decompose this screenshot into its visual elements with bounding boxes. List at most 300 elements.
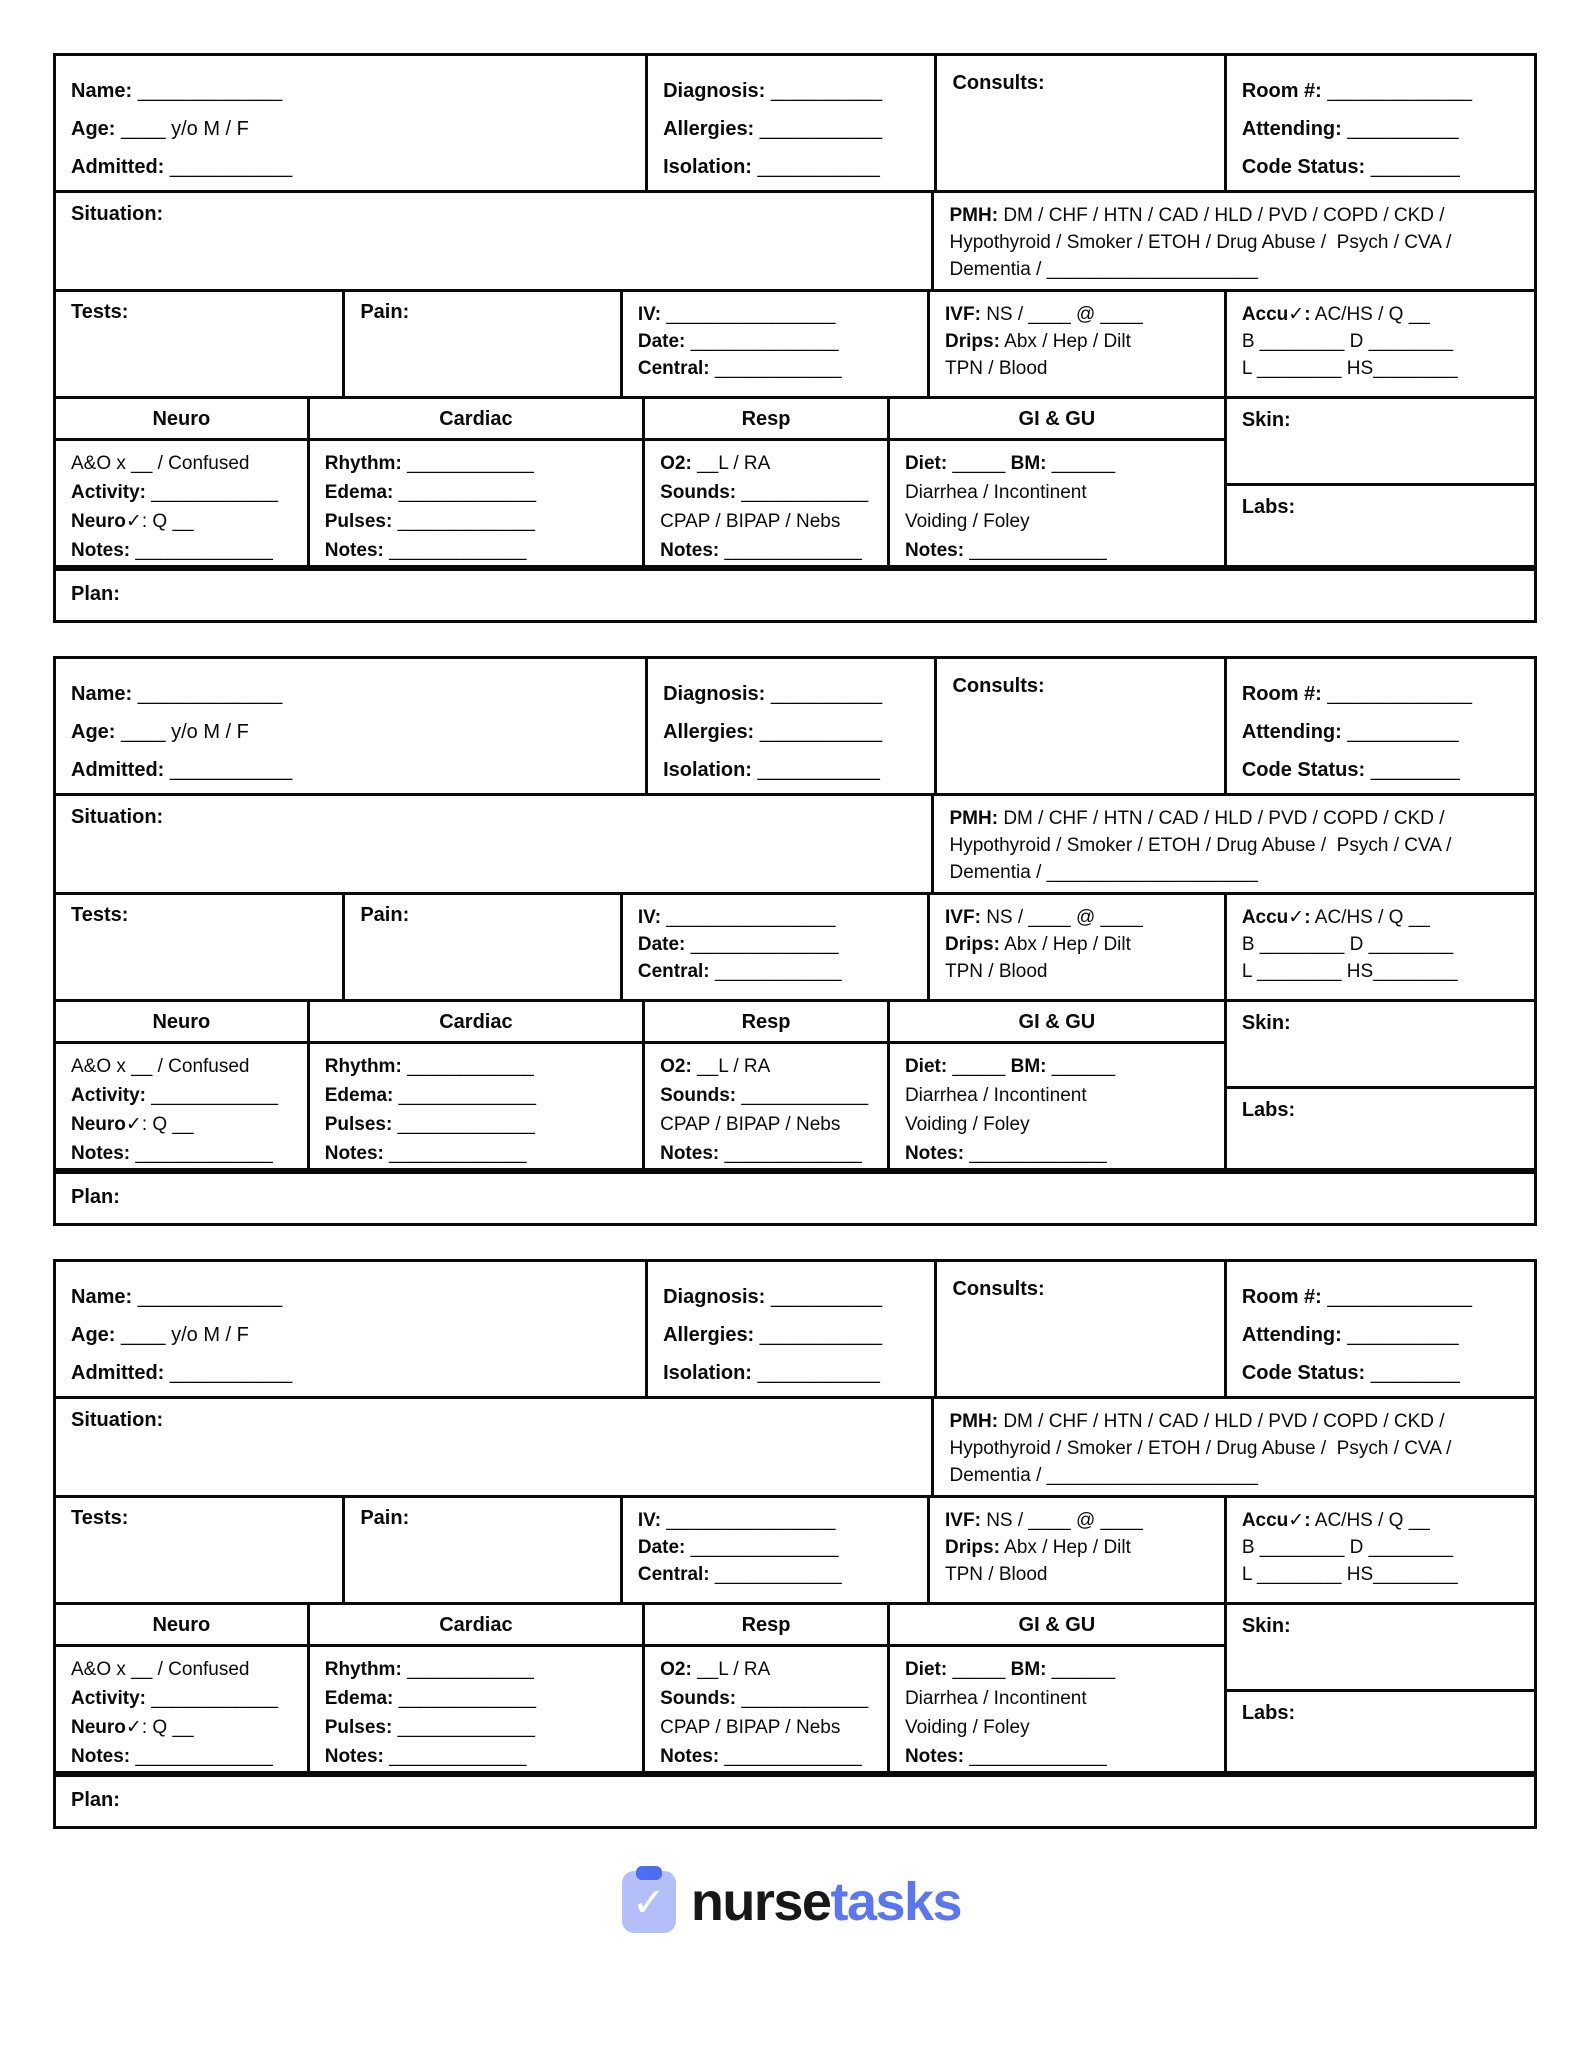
accucheck-line [1242,1507,1519,1534]
accucheck-line [1242,301,1519,328]
code-status-label: Code Status: [1241,1362,1366,1384]
cardiac-notes-label: Notes: [324,1746,384,1767]
skin-labs-column [1224,999,1537,1171]
code-status-label: Code Status: [1241,759,1366,781]
accucheck-line [1242,904,1519,931]
iv-blank: ________________ [666,1510,836,1531]
allergies-blank: ___________ [759,118,883,140]
activity-label: Activity: [71,1688,146,1709]
pmh-cell [931,1396,1537,1498]
labs-label: Labs: [1241,1099,1296,1121]
room-label: Room #: [1241,80,1322,102]
pain-label: Pain: [360,301,410,323]
attending-blank: __________ [1347,721,1459,743]
patient-header-row [53,656,1537,796]
pmh-cell [931,793,1537,895]
code-status-line [1242,1354,1519,1392]
brand-wordmark [691,1871,961,1933]
cardiac-column [307,396,645,568]
accucheck-l-hs-line: L ________ HS________ [1241,358,1458,379]
ivf-cell [927,1495,1227,1605]
neuro-header: Neuro [53,999,310,1044]
iv-date-label: Date: [637,331,686,352]
isolation-blank: ___________ [757,156,880,178]
resp-header: Resp [642,999,890,1044]
admitted-label: Admitted: [71,156,165,178]
ivf-line [945,1507,1209,1534]
accucheck-label: Accu✓: [1241,907,1311,928]
resp-body-cell [642,1041,890,1171]
isolation-line [663,751,919,789]
sounds-line [660,1684,872,1713]
name-label: Name: [71,80,133,102]
resp-column [642,999,890,1171]
bm-label: BM: [1010,1056,1047,1077]
iv-cell [620,892,930,1002]
iv-date-line [638,1534,912,1561]
allergies-label: Allergies: [663,721,755,743]
consults-label: Consults: [952,1278,1045,1300]
neuro-notes-label: Notes: [71,1143,131,1164]
accucheck-cell [1224,1495,1537,1605]
diet-bm-line [905,1655,1209,1684]
labs-cell [1224,1689,1537,1774]
pain-label: Pain: [360,904,410,926]
resp-notes-blank: _____________ [724,1746,862,1767]
code-status-label: Code Status: [1241,156,1366,178]
gi-gu-header: GI & GU [887,396,1227,441]
accucheck-rest: AC/HS / Q __ [1314,304,1430,325]
pulses-line [325,1110,627,1139]
brand-word-tasks: tasks [830,1872,962,1932]
isolation-label: Isolation: [663,156,752,178]
accucheck-b-d-line: B ________ D ________ [1241,934,1454,955]
neuro-notes-line [71,1742,292,1771]
bm-blank: ______ [1051,1056,1116,1077]
cardiac-notes-blank: _____________ [389,540,527,561]
gi-gu-body-cell [887,1041,1227,1171]
skin-labs-column [1224,1602,1537,1774]
bm-label: BM: [1010,1659,1047,1680]
orientation-line: A&O x __ / Confused [71,1056,250,1077]
neuro-header: Neuro [53,396,310,441]
pmh-blank: ____________________ [1046,259,1258,280]
neuro-check-label: Neuro✓ [71,511,142,532]
situation-label: Situation: [71,1409,164,1431]
sounds-label: Sounds: [660,1085,737,1106]
pmh-line-3 [949,859,1519,886]
room-cell [1224,1259,1537,1399]
pmh-cell [931,190,1537,292]
situation-cell [53,793,934,895]
drips-label: Drips: [945,331,1000,352]
neuro-body-cell [53,1644,310,1774]
edema-blank: _____________ [398,1688,537,1709]
sounds-blank: ____________ [741,1688,869,1709]
gi-gu-header: GI & GU [887,1602,1227,1647]
diet-blank: _____ [952,1659,1006,1680]
name-blank: _____________ [137,683,283,705]
diagnosis-cell [645,656,937,796]
orientation-line: A&O x __ / Confused [71,453,250,474]
iv-central-label: Central: [637,961,710,982]
patient-report-card [53,1259,1537,1829]
cardiac-column [307,1602,645,1774]
resp-notes-label: Notes: [660,540,720,561]
cardiac-header: Cardiac [307,999,645,1044]
pmh-line-2: Hypothyroid / Smoker / ETOH / Drug Abuse / Psych / CVA / [949,835,1452,856]
neuro-column [53,999,310,1171]
neuro-column [53,1602,310,1774]
gi-gu-notes-line [905,1139,1209,1168]
activity-blank: ____________ [151,482,279,503]
skin-label: Skin: [1241,1012,1291,1034]
tests-pain-iv-row [53,892,1537,1002]
resp-notes-line [660,1139,872,1168]
systems-row [53,999,1537,1171]
activity-label: Activity: [71,1085,146,1106]
situation-pmh-row [53,190,1537,292]
tpn-blood-line: TPN / Blood [945,961,1048,982]
tests-pain-iv-row [53,1495,1537,1605]
accucheck-cell [1224,892,1537,1002]
bm-blank: ______ [1051,453,1116,474]
diet-blank: _____ [952,1056,1006,1077]
pmh-history-3: Dementia / [949,1465,1047,1486]
room-blank: _____________ [1327,1286,1472,1308]
plan-row [53,568,1537,623]
o2-line [660,1655,872,1684]
resp-column [642,396,890,568]
ivf-rest: NS / ____ @ ____ [986,1510,1143,1531]
neuro-notes-label: Notes: [71,1746,131,1767]
iv-central-blank: ____________ [714,358,842,379]
iv-central-line [638,355,912,382]
edema-blank: _____________ [398,1085,537,1106]
pmh-line-3 [949,1462,1519,1489]
pmh-history-1: DM / CHF / HTN / CAD / HLD / PVD / COPD / CKD / [1003,808,1445,829]
diagnosis-line [663,72,919,110]
tests-cell [53,892,345,1002]
situation-cell [53,190,934,292]
accucheck-b-d-line: B ________ D ________ [1241,1537,1454,1558]
iv-central-blank: ____________ [714,1564,842,1585]
rhythm-line [325,449,627,478]
iv-cell [620,289,930,399]
tests-cell [53,289,345,399]
neuro-notes-line [71,1139,292,1168]
code-status-blank: ________ [1370,1362,1460,1384]
o2-label: O2: [660,1056,692,1077]
o2-label: O2: [660,453,692,474]
age-line [71,713,630,751]
age-suffix: y/o M / F [171,1324,249,1346]
cardiac-notes-line [325,536,627,565]
neuro-check-label: Neuro✓ [71,1114,142,1135]
room-label: Room #: [1241,1286,1322,1308]
activity-line [71,1081,292,1110]
age-label: Age: [71,118,116,140]
diagnosis-blank: __________ [770,683,883,705]
pain-label: Pain: [360,1507,410,1529]
cardiac-notes-line [325,1139,627,1168]
pmh-line-3 [949,256,1519,283]
accucheck-l-hs-line: L ________ HS________ [1241,961,1458,982]
activity-line [71,478,292,507]
voiding-line: Voiding / Foley [904,511,1030,532]
name-line [71,72,630,110]
name-label: Name: [71,683,133,705]
plan-cell [53,1171,1537,1226]
pmh-line-1 [949,202,1519,229]
consults-cell [934,53,1226,193]
consults-label: Consults: [952,675,1045,697]
resp-notes-blank: _____________ [724,1143,862,1164]
admitted-label: Admitted: [71,759,165,781]
edema-label: Edema: [324,1688,394,1709]
diagnosis-cell [645,1259,937,1399]
iv-date-label: Date: [637,1537,686,1558]
pmh-line-1 [949,1408,1519,1435]
pain-cell [342,289,623,399]
diagnosis-line [663,1278,919,1316]
consults-cell [934,1259,1226,1399]
neuro-check-label: Neuro✓ [71,1717,142,1738]
allergies-line [663,713,919,751]
resp-header: Resp [642,396,890,441]
tests-label: Tests: [71,1507,129,1529]
drips-line [945,1534,1209,1561]
resp-body-cell [642,438,890,568]
rhythm-label: Rhythm: [324,1659,402,1680]
neuro-header: Neuro [53,1602,310,1647]
name-label: Name: [71,1286,133,1308]
labs-cell [1224,483,1537,568]
gi-gu-notes-label: Notes: [904,1143,965,1164]
room-cell [1224,53,1537,193]
iv-label: IV: [637,907,662,928]
neuro-check-rest: : Q __ [141,511,194,532]
skin-labs-column [1224,396,1537,568]
attending-line [1242,110,1519,148]
situation-pmh-row [53,1396,1537,1498]
iv-line [638,301,912,328]
pain-cell [342,892,623,1002]
room-line [1242,1278,1519,1316]
isolation-blank: ___________ [757,1362,880,1384]
ivf-label: IVF: [945,1510,981,1531]
iv-cell [620,1495,930,1605]
gi-gu-column [887,999,1227,1171]
diarrhea-line: Diarrhea / Incontinent [904,1688,1087,1709]
attending-blank: __________ [1347,118,1459,140]
pmh-blank: ____________________ [1046,862,1258,883]
resp-notes-label: Notes: [660,1143,720,1164]
attending-label: Attending: [1241,1324,1342,1346]
age-blank: ____ [121,1324,166,1346]
pmh-history-1: DM / CHF / HTN / CAD / HLD / PVD / COPD / CKD / [1003,1411,1445,1432]
attending-line [1242,713,1519,751]
resp-notes-label: Notes: [660,1746,720,1767]
drips-line [945,931,1209,958]
iv-line [638,904,912,931]
rhythm-line [325,1655,627,1684]
clipboard-clip [636,1866,662,1880]
allergies-blank: ___________ [759,721,883,743]
iv-date-line [638,328,912,355]
tests-pain-iv-row [53,289,1537,399]
pmh-label: PMH: [949,808,999,829]
bm-label: BM: [1010,453,1047,474]
iv-blank: ________________ [666,907,836,928]
pmh-line-1 [949,805,1519,832]
neuro-check-rest: : Q __ [141,1114,194,1135]
age-suffix: y/o M / F [171,118,249,140]
neuro-check-rest: : Q __ [141,1717,194,1738]
skin-cell [1224,999,1537,1089]
room-blank: _____________ [1327,80,1472,102]
allergies-line [663,110,919,148]
sounds-label: Sounds: [660,1688,737,1709]
admitted-blank: ___________ [169,759,293,781]
activity-blank: ____________ [151,1085,279,1106]
activity-blank: ____________ [151,1688,279,1709]
room-line [1242,72,1519,110]
code-status-blank: ________ [1370,156,1460,178]
cardiac-notes-line [325,1742,627,1771]
pulses-label: Pulses: [324,511,393,532]
cardiac-notes-blank: _____________ [389,1746,527,1767]
name-blank: _____________ [137,80,283,102]
admitted-line [71,148,630,186]
iv-label: IV: [637,304,662,325]
plan-label: Plan: [71,1789,120,1811]
iv-central-blank: ____________ [714,961,842,982]
brand-footer [0,1871,1583,1933]
diet-label: Diet: [904,1056,948,1077]
code-status-line [1242,751,1519,789]
pulses-label: Pulses: [324,1717,393,1738]
neuro-check-line [71,507,292,536]
attending-label: Attending: [1241,118,1342,140]
drips-label: Drips: [945,934,1000,955]
neuro-check-line [71,1110,292,1139]
attending-line [1242,1316,1519,1354]
neuro-column [53,396,310,568]
neuro-notes-blank: _____________ [135,540,273,561]
admitted-line [71,751,630,789]
diagnosis-label: Diagnosis: [663,683,766,705]
accucheck-label: Accu✓: [1241,304,1311,325]
gi-gu-notes-label: Notes: [904,1746,965,1767]
pulses-blank: _____________ [397,1717,535,1738]
situation-label: Situation: [71,203,164,225]
check-mark-icon: ✓ [632,1881,666,1925]
age-blank: ____ [121,118,166,140]
iv-central-line [638,1561,912,1588]
name-line [71,675,630,713]
age-suffix: y/o M / F [171,721,249,743]
consults-label: Consults: [952,72,1045,94]
tpn-blood-line: TPN / Blood [945,358,1048,379]
allergies-line [663,1316,919,1354]
diet-bm-line [905,1052,1209,1081]
room-label: Room #: [1241,683,1322,705]
edema-label: Edema: [324,482,394,503]
gi-gu-notes-blank: _____________ [969,1746,1107,1767]
pulses-line [325,1713,627,1742]
drips-rest: Abx / Hep / Dilt [1004,934,1131,955]
accucheck-label: Accu✓: [1241,1510,1311,1531]
attending-blank: __________ [1347,1324,1459,1346]
activity-label: Activity: [71,482,146,503]
edema-blank: _____________ [398,482,537,503]
rhythm-blank: ____________ [407,453,534,474]
pmh-label: PMH: [949,1411,999,1432]
neuro-notes-blank: _____________ [135,1746,273,1767]
gi-gu-notes-blank: _____________ [969,1143,1107,1164]
neuro-notes-line [71,536,292,565]
iv-line [638,1507,912,1534]
neuro-check-line [71,1713,292,1742]
gi-gu-column [887,396,1227,568]
age-label: Age: [71,721,116,743]
diarrhea-line: Diarrhea / Incontinent [904,1085,1087,1106]
iv-blank: ________________ [666,304,836,325]
pmh-history-1: DM / CHF / HTN / CAD / HLD / PVD / COPD / CKD / [1003,205,1445,226]
resp-notes-blank: _____________ [724,540,862,561]
orientation-line: A&O x __ / Confused [71,1659,250,1680]
iv-date-label: Date: [637,934,686,955]
patient-identity-cell [53,53,648,193]
o2-rest: __L / RA [697,1659,771,1680]
plan-cell [53,568,1537,623]
accucheck-l-hs-line: L ________ HS________ [1241,1564,1458,1585]
accucheck-rest: AC/HS / Q __ [1314,1510,1430,1531]
gi-gu-notes-line [905,536,1209,565]
resp-notes-line [660,1742,872,1771]
brand-word-nurse: nurse [690,1872,831,1932]
isolation-line [663,148,919,186]
rhythm-blank: ____________ [407,1659,534,1680]
isolation-line [663,1354,919,1392]
pmh-line-2: Hypothyroid / Smoker / ETOH / Drug Abuse / Psych / CVA / [949,232,1452,253]
diagnosis-cell [645,53,937,193]
plan-label: Plan: [71,1186,120,1208]
diagnosis-line [663,675,919,713]
sounds-blank: ____________ [741,1085,869,1106]
cardiac-notes-blank: _____________ [389,1143,527,1164]
cardiac-body-cell [307,1041,645,1171]
diagnosis-label: Diagnosis: [663,1286,766,1308]
tests-label: Tests: [71,301,129,323]
code-status-line [1242,148,1519,186]
diarrhea-line: Diarrhea / Incontinent [904,482,1087,503]
iv-label: IV: [637,1510,662,1531]
edema-line [325,1684,627,1713]
gi-gu-column [887,1602,1227,1774]
skin-cell [1224,1602,1537,1692]
accucheck-cell [1224,289,1537,399]
patient-identity-cell [53,1259,648,1399]
diagnosis-label: Diagnosis: [663,80,766,102]
ivf-line [945,904,1209,931]
systems-row [53,1602,1537,1774]
resp-column [642,1602,890,1774]
cardiac-header: Cardiac [307,396,645,441]
rhythm-line [325,1052,627,1081]
ivf-cell [927,892,1227,1002]
